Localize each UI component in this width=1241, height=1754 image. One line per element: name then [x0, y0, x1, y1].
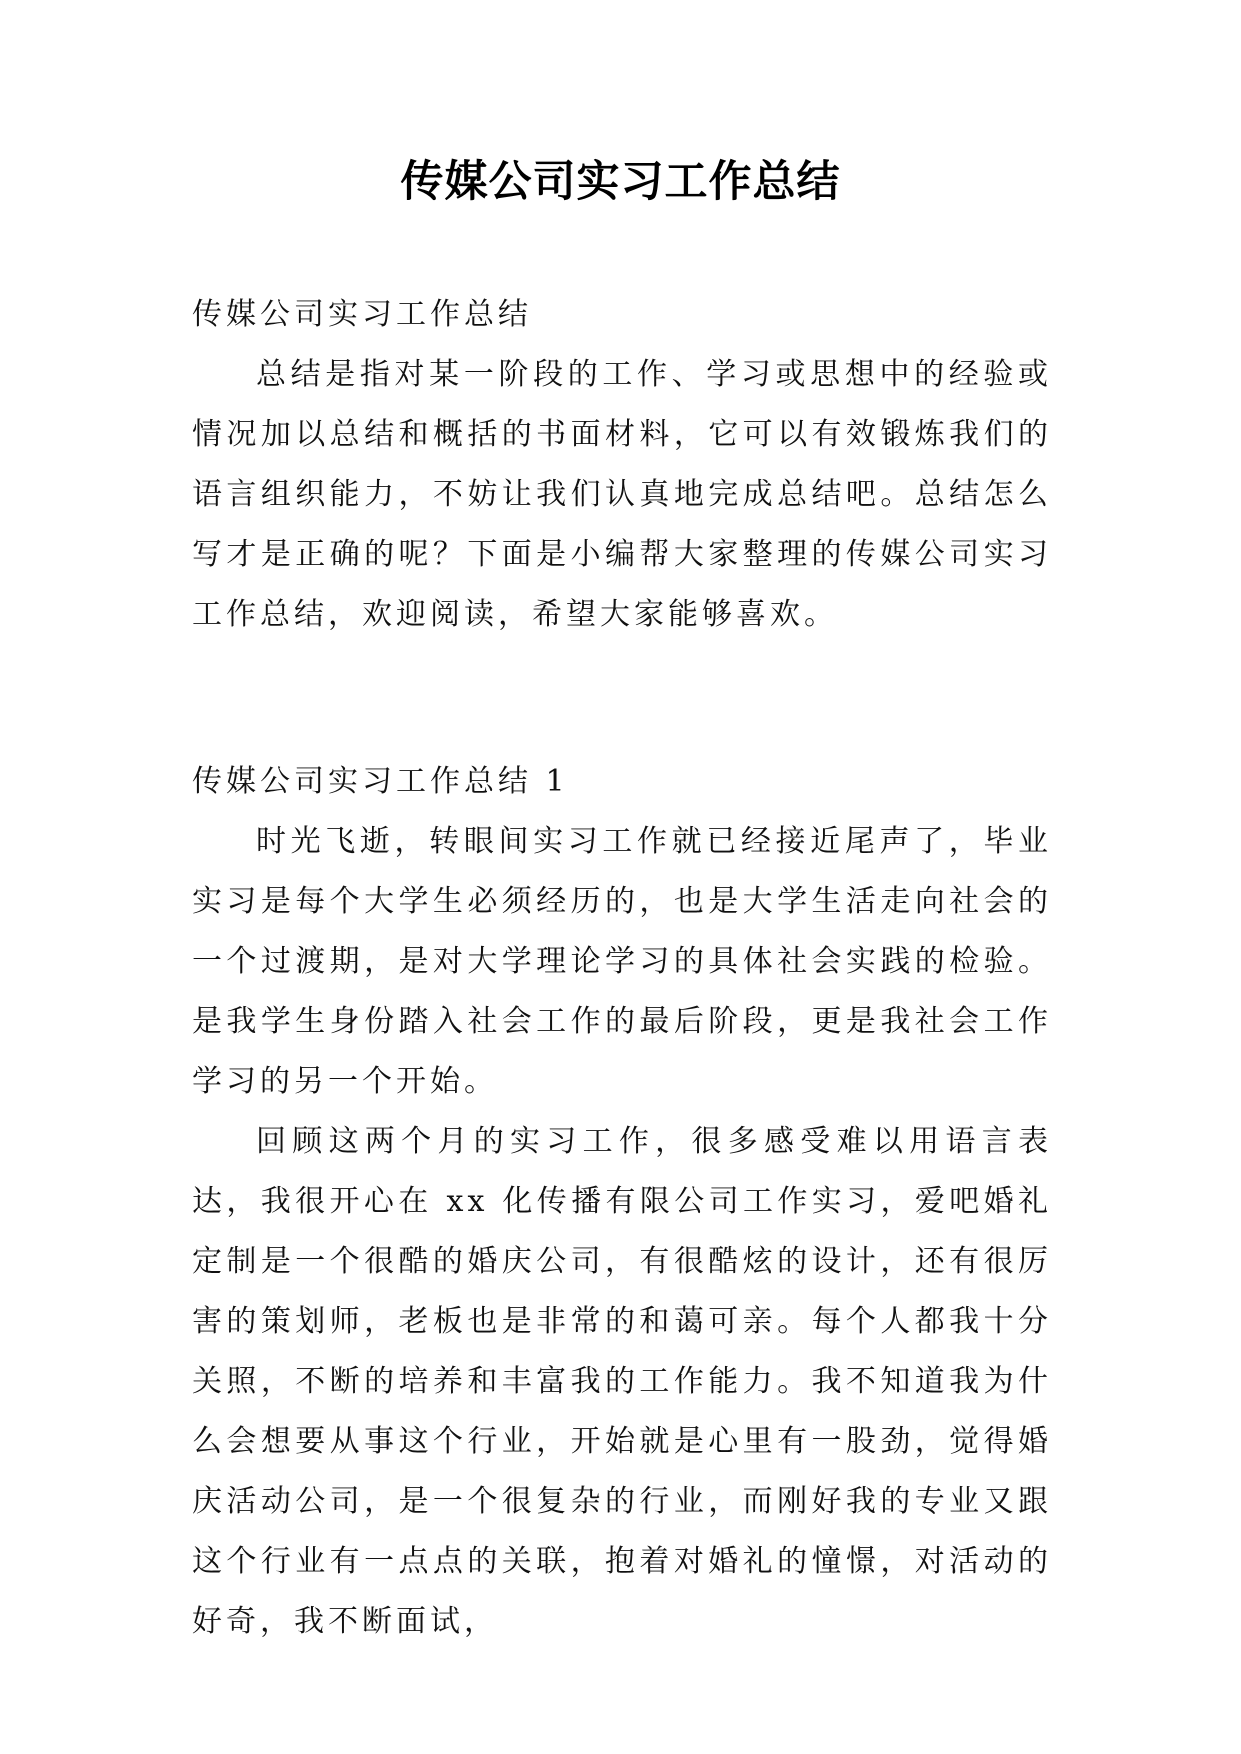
intro-heading: 传媒公司实习工作总结	[192, 297, 532, 332]
section-1-heading: 传媒公司实习工作总结 1	[192, 764, 569, 799]
intro-paragraph: 总结是指对某一阶段的工作、学习或思想中的经验或情况加以总结和概括的书面材料，它可以有效锻炼我们的语言组织能力，不妨让我们认真地完成总结吧。总结怎么写才是正确的呢？下面是小编帮大家整理的传媒公司实习工作总结，欢迎阅读，希望大家能够喜欢。	[192, 357, 1052, 632]
section-1-paragraph-1: 时光飞逝，转眼间实习工作就已经接近尾声了，毕业实习是每个大学生必须经历的，也是大学生活走向社会的一个过渡期，是对大学理论学习的具体社会实践的检验。是我学生身份踏入社会工作的最后阶段，更是我社会工作学习的另一个开始。	[192, 824, 1052, 1099]
section-1-paragraph-2: 回顾这两个月的实习工作，很多感受难以用语言表达，我很开心在 xx 化传播有限公司工作实习，爱吧婚礼定制是一个很酷的婚庆公司，有很酷炫的设计，还有很厉害的策划师，老板也是非常的和蔼可亲。每个人都我十分关照，不断的培养和丰富我的工作能力。我不知道我为什么会想要从事这个行业，开始就是心里有一股劲，觉得婚庆活动公司，是一个很复杂的行业，而刚好我的专业又跟这个行业有一点点的关联，抱着对婚礼的憧憬，对活动的好奇，我不断面试，	[192, 1124, 1052, 1639]
document-title: 传媒公司实习工作总结	[400, 157, 841, 207]
